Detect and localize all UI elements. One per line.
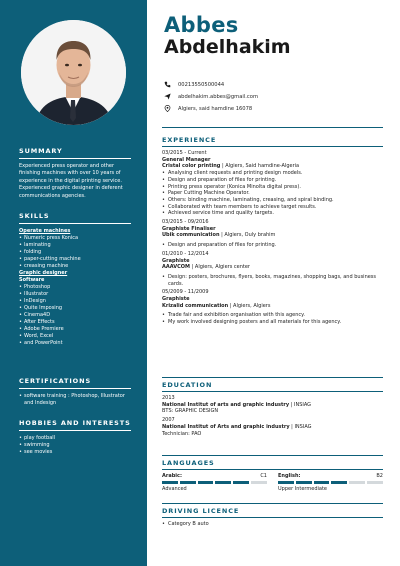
job-role: Graphiste (162, 296, 190, 303)
job-company-line (162, 303, 383, 310)
language-level-segment (278, 481, 294, 484)
contact-email[interactable] (164, 93, 258, 100)
job-duty: • Design and preparation of files for printing. (162, 242, 383, 249)
hobby-item: • swimming (19, 442, 131, 449)
language-level-segment (198, 481, 214, 484)
languages-top-rule (162, 455, 383, 456)
job-role: Graphiste (162, 257, 190, 264)
software-item: • Photoshop (19, 284, 131, 291)
skill-item: • folding (19, 249, 131, 256)
first-name: Abbes (164, 13, 239, 37)
job-location: | Algiers, Algiers (228, 302, 271, 309)
job-entry (162, 150, 383, 217)
language-level-segment (180, 481, 196, 484)
job-company: Ubik communication (162, 232, 220, 239)
summary-section (19, 147, 131, 200)
skills-group2-title: Graphic designer (19, 270, 68, 276)
education-top-rule (162, 377, 383, 378)
job-company: Krizalid communication (162, 302, 229, 309)
licence-list (162, 521, 383, 528)
job-duty: • Achieved service time and quality targets. (162, 210, 383, 217)
languages-section (162, 459, 383, 493)
job-company-line (162, 264, 383, 271)
job-duties (162, 312, 383, 325)
skills-section (19, 212, 131, 347)
skill-item: • creasing machine (19, 263, 131, 270)
language-level-bar (162, 481, 267, 484)
email-text: abdelhakim.abbes@gmail.com (178, 93, 258, 100)
language-code: B2 (376, 473, 383, 479)
hobby-item: • see movies (19, 449, 131, 456)
hobby-item: • play football (19, 435, 131, 442)
skills-group2-list (19, 284, 131, 347)
skills-title: SKILLS (19, 212, 131, 224)
experience-title: EXPERIENCE (162, 136, 383, 147)
software-item: • Adobe Premiere (19, 326, 131, 333)
job-dates: 03/2015 - Current (162, 150, 207, 156)
education-entry (162, 395, 383, 415)
job-dates: 01/2010 - 12/2014 (162, 250, 209, 257)
education-location: | INSIAG (289, 423, 312, 430)
job-company-line (162, 232, 383, 239)
education-school-line (162, 402, 383, 409)
education-school-line (162, 424, 383, 431)
hobbies-title: HOBBIES AND INTERESTS (19, 419, 131, 431)
licence-item: • Category B auto (162, 521, 383, 528)
language-name: English: (278, 473, 301, 479)
header-divider (162, 127, 383, 128)
education-entry (162, 417, 383, 437)
software-item: • Illustrator (19, 291, 131, 298)
last-name: Abdelhakim (164, 36, 291, 58)
job-duties (162, 242, 383, 249)
job-duty: • Design: posters, brochures, flyers, books, magazines, shopping bags, and business cards. (162, 274, 383, 287)
language-level-segment (251, 481, 267, 484)
job-company: Cristal color printing (162, 163, 221, 170)
education-school: National Institut of Arts and graphic industry (162, 423, 290, 430)
job-duty: • Printing press operator (Konica Minolta digital press). (162, 184, 383, 191)
languages-title: LANGUAGES (162, 459, 383, 470)
certifications-list (19, 393, 131, 407)
job-dates: 05/2009 - 11/2009 (162, 289, 209, 296)
education-degree: BTS: GRAPHIC DESIGN (162, 408, 219, 415)
education-year: 2007 (162, 417, 175, 424)
address-text: Algiers, said hamdine 16078 (178, 105, 253, 112)
skills-group1-title: Operate machines (19, 228, 71, 234)
skill-item: • paper-cutting machine (19, 256, 131, 263)
skill-item: • laminating (19, 242, 131, 249)
job-dates: 03/2015 - 09/2016 (162, 219, 209, 226)
software-item: • Cinema4D (19, 312, 131, 319)
language-entry (162, 473, 267, 493)
job-location: | Algiers, Algiers center (190, 264, 250, 271)
software-item: • and PowerPoint (19, 340, 131, 347)
certifications-section (19, 377, 131, 407)
summary-title: SUMMARY (19, 147, 131, 159)
job-duty: • My work involved designing posters and all materials for this agency. (162, 319, 383, 326)
profile-photo (21, 20, 126, 125)
language-level-segment (331, 481, 347, 484)
language-header (278, 473, 383, 480)
education-school: National Institut of arts and graphic industry (162, 401, 290, 408)
job-company: AAAVCOM (162, 264, 191, 271)
language-level-segment (349, 481, 365, 484)
experience-section (162, 136, 383, 326)
education-degree: Technician: PAO (162, 430, 202, 437)
job-duty: • Design and preparation of files for printing. (162, 177, 383, 184)
education-section (162, 381, 383, 437)
licence-section (162, 507, 383, 528)
language-level-segment (296, 481, 312, 484)
language-code: C1 (260, 473, 267, 479)
language-level: Advanced (162, 486, 187, 492)
job-duties (162, 274, 383, 287)
contact-phone (164, 81, 224, 88)
job-role: Graphiste Finaliser (162, 225, 216, 232)
job-location: | Algiers, Said hamdine-Algeria (220, 163, 300, 170)
job-duty: • Trade fair and exhibition organisation with this agency. (162, 312, 383, 319)
contact-address (164, 105, 252, 112)
language-entry (278, 473, 383, 493)
language-level-segment (314, 481, 330, 484)
job-entry (162, 289, 383, 326)
job-duty: • Paper Cutting Machine Operator. (162, 190, 383, 197)
languages-list (162, 473, 383, 493)
job-entry (162, 219, 383, 249)
language-header (162, 473, 267, 480)
phone-icon (164, 81, 171, 88)
education-title: EDUCATION (162, 381, 383, 392)
licence-top-rule (162, 503, 383, 504)
sidebar (0, 0, 147, 566)
job-company-line (162, 163, 383, 170)
language-level-segment (233, 481, 249, 484)
skill-item: • Numeric press Konica (19, 235, 131, 242)
language-level-segment (367, 481, 383, 484)
job-duties (162, 170, 383, 217)
language-level-segment (215, 481, 231, 484)
job-role: General Manager (162, 156, 211, 163)
software-item: • After Effects (19, 319, 131, 326)
language-level: Upper Intermediate (278, 486, 327, 492)
experience-list (162, 150, 383, 326)
education-location: | INSIAG (289, 401, 312, 408)
licence-title: DRIVING LICENCE (162, 507, 383, 518)
job-location: | Algiers, Ouly brahim (219, 232, 276, 239)
hobbies-section (19, 419, 131, 456)
phone-text: 00213550500044 (178, 81, 225, 88)
language-level-segment (162, 481, 178, 484)
job-duty: • Others: binding machine, laminating, creasing, and spiral binding. (162, 197, 383, 204)
skills-group2-sub: Software (19, 277, 45, 283)
skills-group1-list (19, 235, 131, 270)
summary-text: Experienced press operator and other finishing machines with over 10 years of experience in the digital printing service. Experienced graphic designer in deferent communications agencies. (19, 163, 123, 199)
job-duty: • Analysing client requests and printing design models. (162, 170, 383, 177)
certification-item: • software training : Photoshop, Illustrator and Indesign (19, 393, 131, 407)
software-item: • Word, Excel (19, 333, 131, 340)
send-icon (164, 93, 171, 100)
education-year: 2013 (162, 395, 175, 401)
language-level-bar (278, 481, 383, 484)
software-item: • Quite Imposing (19, 305, 131, 312)
certifications-title: CERTIFICATIONS (19, 377, 131, 389)
job-duty: • Collaborated with team members to achieve target results. (162, 204, 383, 211)
language-name: Arabic: (162, 473, 182, 479)
hobbies-list (19, 435, 131, 456)
education-list (162, 395, 383, 437)
portrait-image (21, 20, 126, 125)
job-entry (162, 251, 383, 288)
software-item: • InDesign (19, 298, 131, 305)
location-pin-icon (164, 105, 171, 112)
